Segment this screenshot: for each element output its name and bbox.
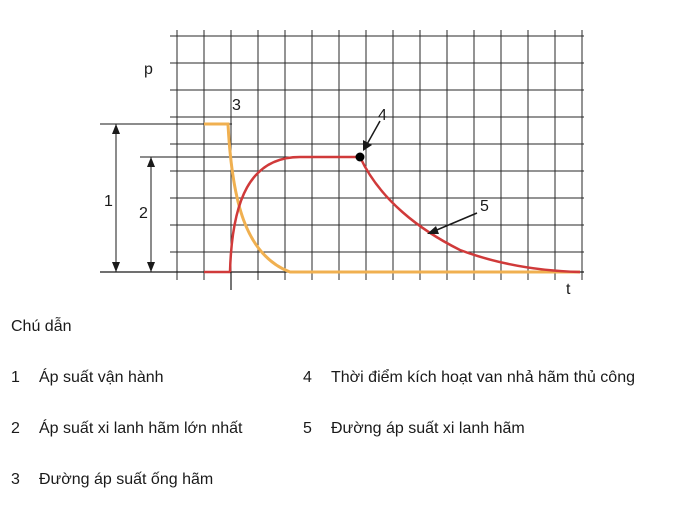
marker-1-label: 1: [104, 193, 113, 210]
legend-item-5: [303, 420, 525, 438]
release-valve-activation-point: [356, 153, 365, 162]
legend-item-number: 1: [11, 369, 20, 386]
marker-2-label: 2: [139, 205, 148, 222]
legend-item-number: 4: [303, 369, 312, 386]
legend-item-3: [11, 471, 213, 489]
legend-item-number: 2: [11, 420, 20, 437]
x-axis-label: t: [566, 281, 571, 298]
legend-item-1: [11, 369, 164, 387]
marker-5-arrow: [427, 213, 477, 234]
y-axis-label: p: [144, 61, 153, 78]
grid: [100, 30, 584, 280]
max-cylinder-pressure-dimension: [140, 157, 360, 272]
legend-item-number: 3: [11, 471, 20, 488]
legend-item-text: Đường áp suất xi lanh hãm: [331, 420, 525, 437]
marker-4-label: 4: [378, 107, 387, 124]
legend-item-2: [11, 420, 243, 438]
legend-item-text: Áp suất vận hành: [39, 369, 164, 386]
legend-item-text: Đường áp suất ống hãm: [39, 471, 214, 488]
marker-5-label: 5: [480, 198, 489, 215]
marker-3-label: 3: [232, 97, 241, 114]
brake-cylinder-pressure-curve: [204, 157, 580, 272]
legend-title: Chú dẫn: [11, 318, 72, 335]
legend-item-4: [303, 369, 635, 387]
legend-item-text: Thời điểm kích hoạt van nhả hãm thủ công: [331, 369, 635, 386]
legend-item-text: Áp suất xi lanh hãm lớn nhất: [39, 420, 243, 437]
legend-item-number: 5: [303, 420, 312, 437]
